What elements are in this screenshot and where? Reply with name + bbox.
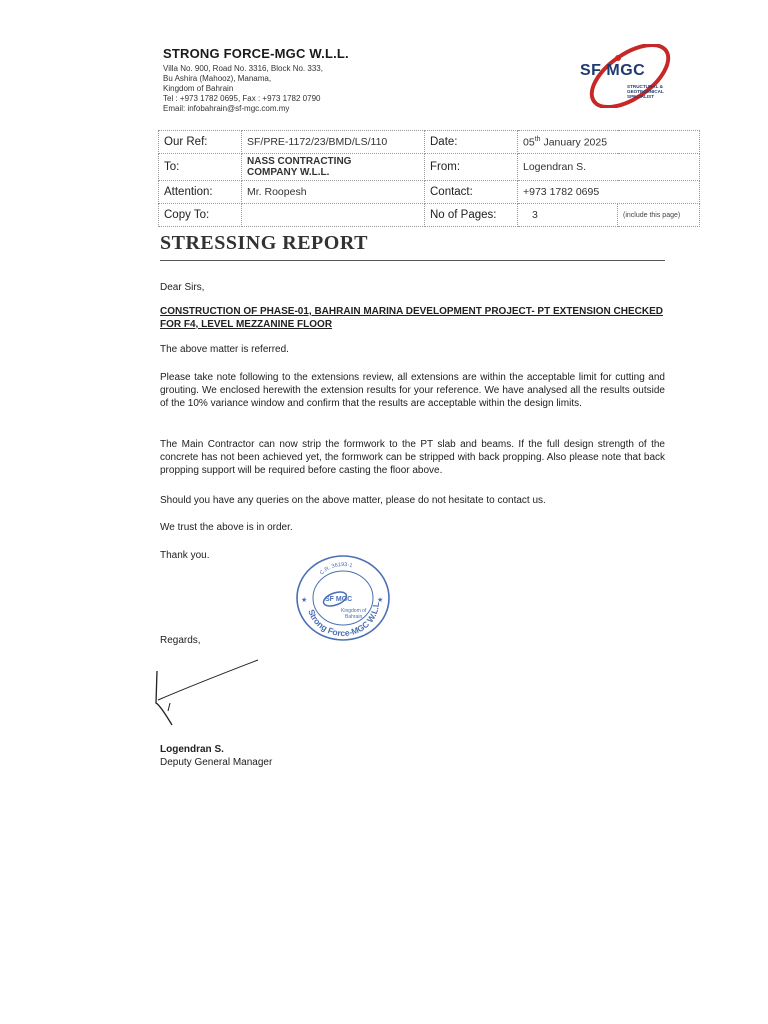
date-day: 05 [523, 136, 535, 149]
reference-table [158, 130, 700, 227]
paragraph: Should you have any queries on the above matter, please do not hesitate to contact us. [160, 495, 546, 506]
attention-value: Mr. Roopesh [242, 181, 425, 204]
svg-text:C.R. 36193-1 [319, 562, 353, 577]
logo-text: SF MGC [580, 62, 646, 79]
pages-value: 3 [518, 204, 618, 227]
signer-title: Deputy General Manager [160, 757, 273, 768]
document-title: STRESSING REPORT [160, 232, 368, 254]
to-line: NASS CONTRACTING [247, 156, 352, 167]
attention-label: Attention: [159, 181, 242, 204]
date-label: Date: [425, 131, 518, 154]
to-value [242, 154, 425, 181]
pages-note: (include this page) [618, 204, 700, 227]
contact-label: Contact: [425, 181, 518, 204]
table-row [159, 181, 700, 204]
email-line: Email: infobahrain@sf-mgc.com.my [163, 104, 290, 113]
stamp-seal-icon [293, 552, 393, 644]
table-row [159, 154, 700, 181]
handwritten-signature [148, 655, 268, 735]
paragraph: The Main Contractor can now strip the formwork to the PT slab and beams. If the full design strength of the concrete has not been achieved yet, the formwork can be stripped with back propping. Also please note that back propping support will be required before casting the floor above. [160, 439, 665, 476]
table-row [159, 204, 700, 227]
date-suffix: th [534, 135, 541, 143]
copy-to-value [242, 204, 425, 227]
salutation: Dear Sirs, [160, 282, 205, 293]
pages-label: No of Pages: [425, 204, 518, 227]
address-line: Villa No. 900, Road No. 3316, Block No. 333, [163, 64, 323, 73]
company-logo [580, 44, 680, 108]
regards: Regards, [160, 635, 201, 646]
address-line: Kingdom of Bahrain [163, 84, 234, 93]
to-label: To: [159, 154, 242, 181]
company-address [163, 64, 349, 114]
date-value [518, 131, 700, 154]
our-ref-value: SF/PRE-1172/23/BMD/LS/110 [242, 131, 425, 154]
stamp-outer-text: Strong Force-MGC W.L.L [306, 601, 382, 639]
paragraph: The above matter is referred. [160, 344, 289, 355]
title-divider [160, 260, 665, 261]
company-header [163, 46, 349, 114]
stamp-star-icon: ★ [301, 597, 308, 604]
paragraph: Please take note following to the extensions review, all extensions are within the acceptable limit for cutting and grouting. We enclosed herewith the extension results for your reference. We have analysed all the results outside of the 10% variance window and confirm that the results are acceptable within the design limits. [160, 372, 665, 409]
stamp-star-icon: ★ [377, 597, 384, 604]
contact-value: +973 1782 0695 [518, 181, 700, 204]
date-rest: January 2025 [540, 136, 608, 149]
signer-name: Logendran S. [160, 744, 224, 755]
address-line: Bu Ashira (Mahooz), Manama, [163, 74, 272, 83]
table-row [159, 131, 700, 154]
from-value: Logendran S. [518, 154, 700, 181]
our-ref-label: Our Ref: [159, 131, 242, 154]
company-name: STRONG FORCE-MGC W.L.L. [163, 46, 349, 61]
paragraph: We trust the above is in order. [160, 522, 293, 533]
stamp-logo-text: SF MGC [325, 596, 353, 603]
stamp-cr-text: C.R. 36193-1 [318, 561, 353, 577]
company-stamp [293, 552, 393, 644]
logo-tagline: STRUCTURAL & GEOTECHNICAL SPECIALIST [627, 84, 664, 99]
stamp-inner-text: Kingdom of [341, 608, 367, 614]
subject-line: CONSTRUCTION OF PHASE-01, BAHRAIN MARINA DEVELOPMENT PROJECT- PT EXTENSION CHECKED FOR F4, LEVEL MEZZANINE FLOOR [160, 306, 664, 330]
paragraph: Thank you. [160, 550, 210, 561]
phone-fax-line: Tel : +973 1782 0695, Fax : +973 1782 0790 [163, 94, 321, 103]
copy-to-label: Copy To: [159, 204, 242, 227]
to-line: COMPANY W.L.L. [247, 167, 330, 178]
from-label: From: [425, 154, 518, 181]
stamp-inner-text: Bahrain [345, 614, 363, 620]
